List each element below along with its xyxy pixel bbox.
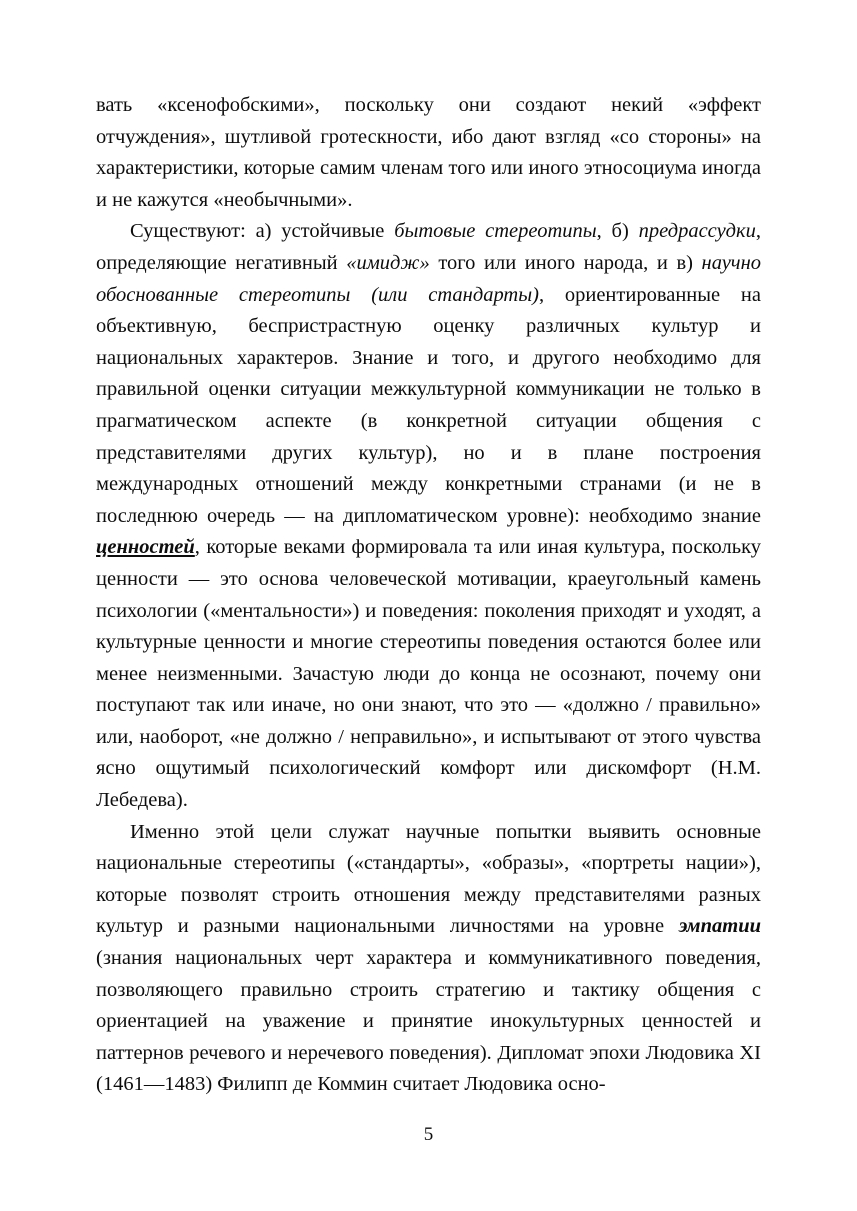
text-run: , ориентированные на объективную, беспристрастную оценку различных культур и национальных характеров. Знание и того, и другого необходимо для правильной оценки ситуации межкультурной коммуникации не только в прагматическом аспекте (в конкретной ситуации общения с представителями других культур), но и в плане построения международных отношений между конкретными странами (и не в последнюю очередь — на дипломатическом уровне): необходимо знание (96, 283, 761, 527)
text-run: (знания национальных черт характера и коммуникативного поведения, позволяющего правильно строить стратегию и тактику общения с ориентацией на уважение и принятие инокультурных ценностей и паттернов речевого и неречевого поведения). Дипломат эпохи Людовика XI (1461—1483) Филипп де Коммин считает Людовика осно- (96, 947, 761, 1096)
text-run: Существуют: а) устойчивые (130, 220, 395, 243)
body-text (96, 90, 761, 1101)
text-run: научно обоснованные стереотипы (или стандарты) (96, 251, 761, 306)
text-run: Именно этой цели служат научные попытки выявить основные национальные стереотипы («стандарты», «образы», «портреты нации»), которые позволят строить отношения между представителями разных культур и разными национальными личностями на уровне (96, 820, 761, 938)
text-run: эмпатии (678, 915, 761, 938)
text-run: , которые веками формировала та или иная культура, поскольку ценности — это основа человеческой мотивации, краеугольный камень психологии («ментальности») и поведения: поколения приходят и уходят, а культурные ценности и многие стереотипы поведения остаются более или менее неизменными. Зачастую люди до конца не осознают, почему они поступают так или иначе, но они знают, что это — «должно / правильно» или, наоборот, «не должно / неправильно», и испытывают от этого чувства ясно ощутимый психологический комфорт или дискомфорт (Н.М. Лебедева). (96, 536, 761, 812)
paragraph (96, 817, 761, 1101)
paragraph (96, 216, 761, 816)
page-number: 5 (423, 1124, 434, 1145)
text-run: ценностей (96, 536, 195, 559)
text-run: вать «ксенофобскими», поскольку они создают некий «эффект отчуждения», шутливой гротескности, ибо дают взгляд «со стороны» на характеристики, которые самим членам того или иного этносоциума иногда и не кажутся «необычными». (96, 94, 761, 211)
text-run: того или иного народа, и в) (429, 251, 702, 274)
text-run: , б) (596, 220, 639, 243)
text-run: предрассудки (638, 220, 756, 243)
text-run: бытовые стереотипы (394, 220, 597, 243)
text-run: , определяющие негативный (96, 220, 761, 274)
paragraph (96, 90, 761, 216)
text-run: «имидж» (346, 251, 430, 274)
